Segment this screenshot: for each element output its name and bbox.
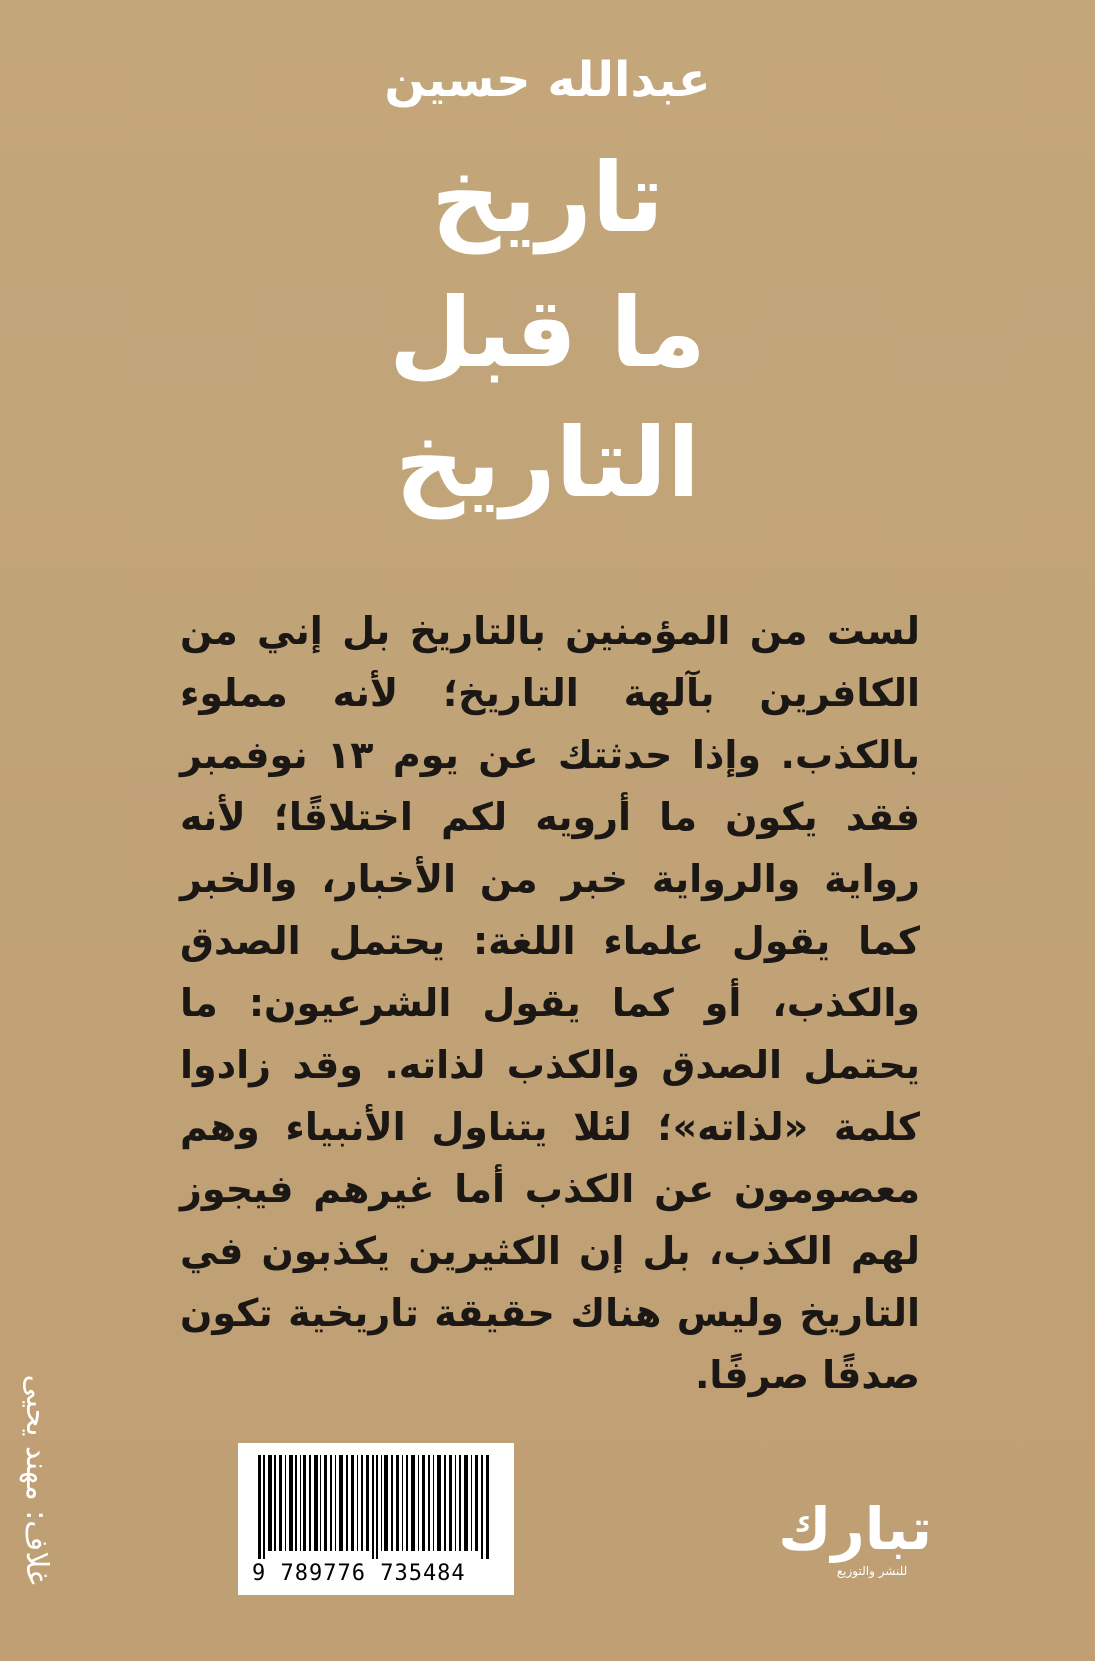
- isbn-number: 9 789776 735484: [252, 1561, 466, 1586]
- cover-designer-credit: غلاف: مهند يحيى: [19, 1374, 54, 1585]
- title-line-3: التاريخ: [395, 407, 700, 519]
- title-line-2: ما قبل: [389, 277, 706, 389]
- blurb-paragraph: لست من المؤمنين بالتاريخ بل إني من الكافرين بآلهة التاريخ؛ لأنه مملوء بالكذب. وإذا حدثتك عن يوم ١٣ نوفمبر فقد يكون ما أرويه لكم اختلاقًا؛ لأنه رواية والرواية خبر من الأخبار، والخبر كما يقول علماء اللغة: يحتمل الصدق والكذب، أو كما يقول الشرعيون: ما يحتمل الصدق والكذب لذاته. وقد زادوا كلمة «لذاته»؛ لئلا يتناول الأنبياء وهم معصومون عن الكذب أما غيرهم فيجوز لهم الكذب، بل إن الكثيرين يكذبون في التاريخ وليس هناك حقيقة تاريخية تكون صدقًا صرفًا.: [180, 609, 920, 1397]
- author-name: عبدالله حسين: [384, 52, 711, 108]
- barcode-icon: [258, 1455, 492, 1559]
- publisher-name: تبارك: [778, 1495, 932, 1563]
- publisher-tagline: للنشر والتوزيع: [836, 1564, 908, 1578]
- publisher-logo: [778, 1495, 932, 1590]
- title-line-1: تاريخ: [431, 142, 664, 254]
- isbn-barcode: [238, 1443, 514, 1595]
